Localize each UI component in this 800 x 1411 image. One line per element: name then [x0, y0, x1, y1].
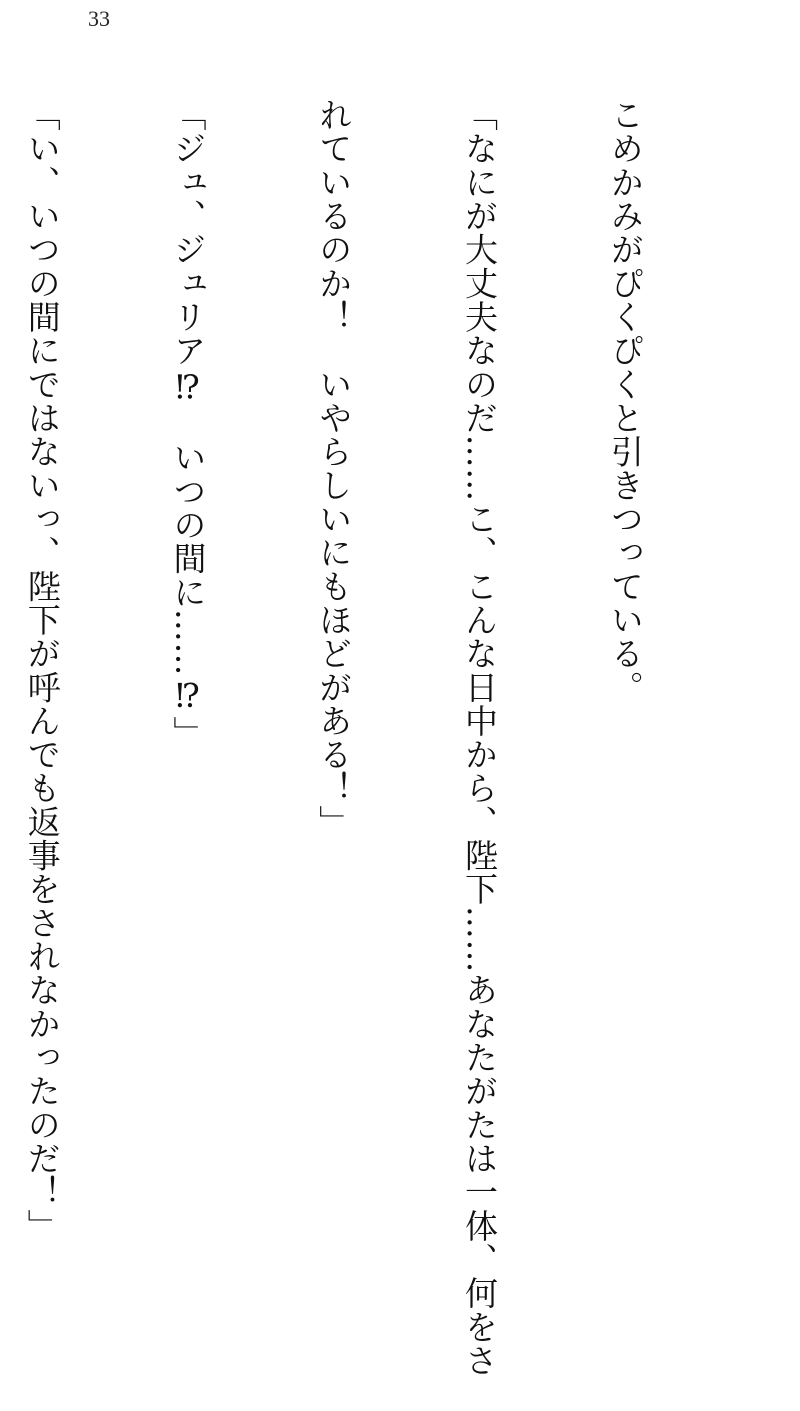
page-number: 33 — [88, 6, 110, 31]
novel-text-block — [0, 98, 746, 1378]
text-line-3: れているのか！ いやらしいにもほどがある！」 — [314, 98, 354, 839]
text-line-1: こめかみがぴくぴくと引きつっている。 — [605, 98, 645, 704]
text-line-4: 「ジュ、ジュリア⁉ いつの間に……⁉」 — [168, 98, 208, 750]
text-line-2: 「なにが大丈夫なのだ……こ、こんな日中から、陛下……あなたがたは一体、何をさ — [460, 98, 500, 1378]
text-line-5: 「い、いつの間にではないっ、陛下が呼んでも返事をされなかったのだ！」 — [22, 98, 62, 1243]
